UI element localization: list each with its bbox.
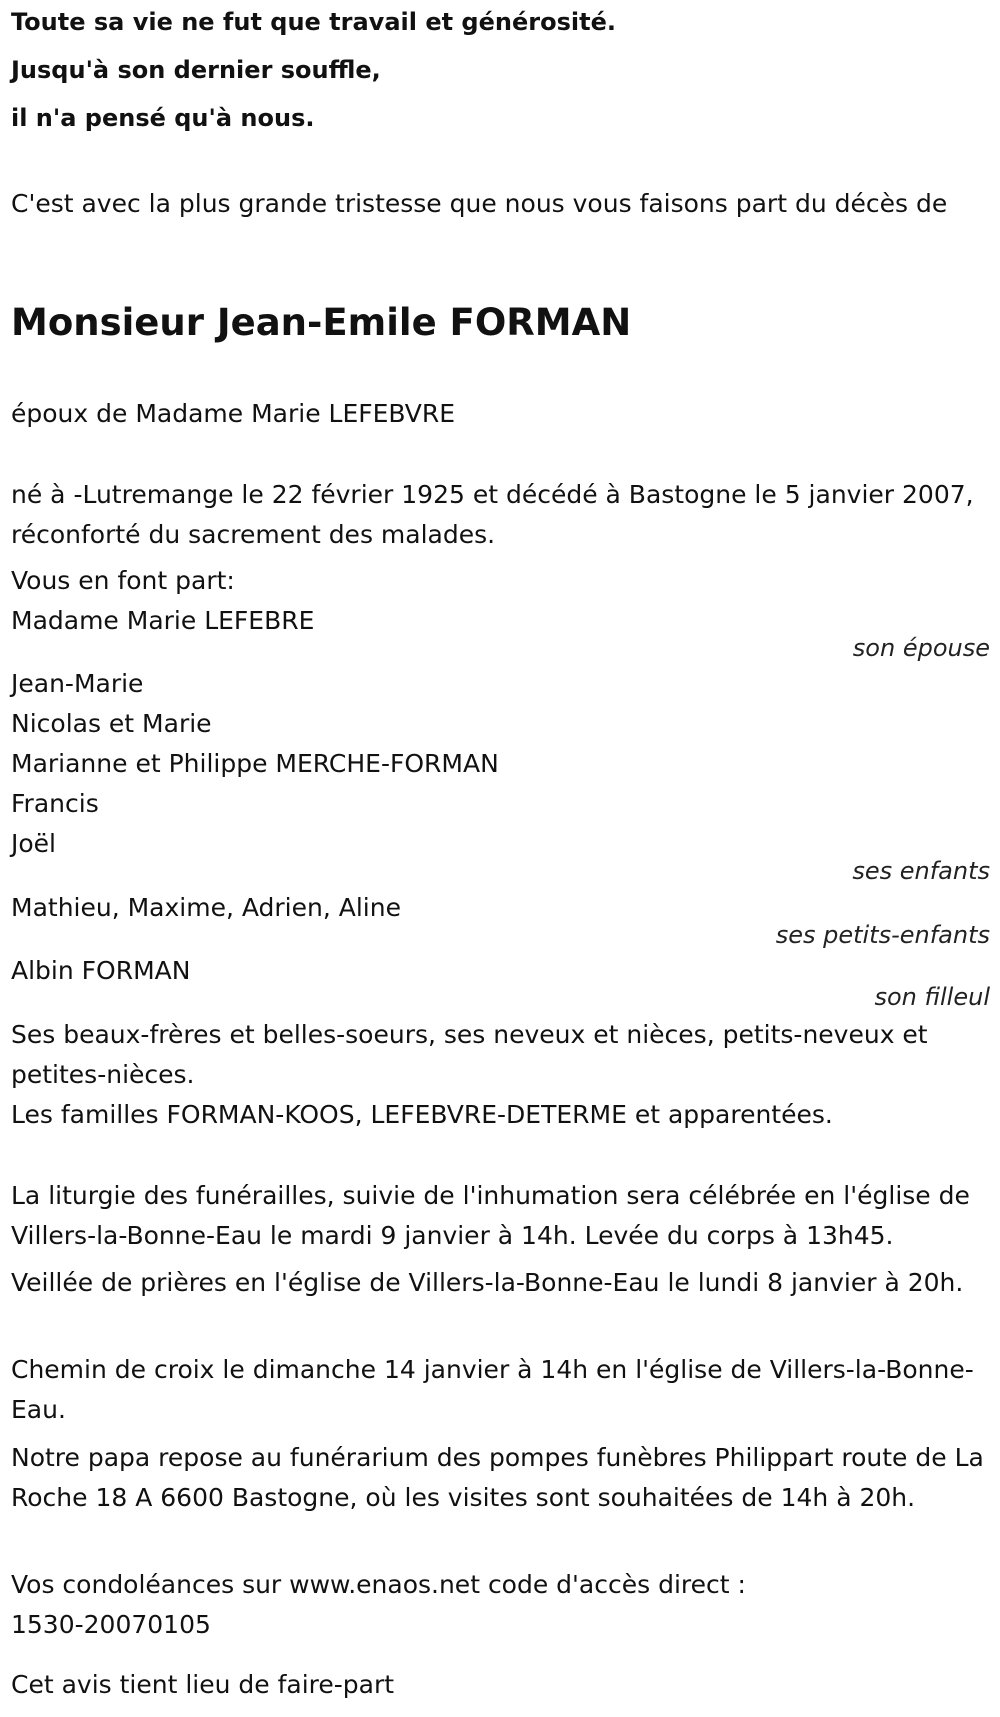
- liturgy-text: La liturgie des funérailles, suivie de l'inhumation sera célébrée en l'église de Villers-la-Bonne-Eau le mardi 9 janvier à 14h. Levée du corps à 13h45.: [11, 1181, 970, 1250]
- godson-name: Albin FORMAN: [11, 956, 191, 985]
- condolences-code: 1530-20070105: [11, 1610, 211, 1639]
- spouse-line: époux de Madame Marie LEFEBVRE: [11, 399, 456, 428]
- closing-text: Cet avis tient lieu de faire-part: [11, 1670, 395, 1699]
- grandchildren-role: ses petits-enfants: [775, 921, 990, 949]
- intro-text: C'est avec la plus grande tristesse que nous vous faisons part du décès de: [11, 189, 948, 218]
- spouse-role: son épouse: [852, 634, 990, 662]
- spouse-name: Madame Marie LEFEBRE: [11, 606, 315, 635]
- condolences-label: Vos condoléances sur www.enaos.net code d'accès direct :: [11, 1570, 746, 1599]
- announce-heading: Vous en font part:: [11, 566, 235, 595]
- child-name: Francis: [11, 789, 99, 818]
- stations-text: Chemin de croix le dimanche 14 janvier à 14h en l'église de Villers-la-Bonne-Eau.: [11, 1355, 974, 1424]
- motto-line-2: Jusqu'à son dernier souffle,: [11, 56, 381, 84]
- child-name: Nicolas et Marie: [11, 709, 212, 738]
- deceased-name: Monsieur Jean-Emile FORMAN: [11, 301, 632, 344]
- child-name: Joël: [11, 829, 56, 858]
- godson-role: son filleul: [874, 983, 990, 1011]
- child-name: Jean-Marie: [11, 669, 144, 698]
- grandchildren-names: Mathieu, Maxime, Adrien, Aline: [11, 893, 401, 922]
- child-name: Marianne et Philippe MERCHE-FORMAN: [11, 749, 499, 778]
- motto-line-1: Toute sa vie ne fut que travail et générosité.: [11, 8, 616, 36]
- motto-line-3: il n'a pensé qu'à nous.: [11, 104, 315, 132]
- visitation-text: Notre papa repose au funérarium des pompes funèbres Philippart route de La Roche 18 A 6600 Bastogne, où les visites sont souhaitées de 14h à 20h.: [11, 1443, 984, 1512]
- in-laws-text: Ses beaux-frères et belles-soeurs, ses neveux et nièces, petits-neveux et petites-nièces.: [11, 1020, 928, 1089]
- birth-death-text: né à -Lutremange le 22 février 1925 et décédé à Bastogne le 5 janvier 2007, réconforté du sacrement des malades.: [11, 480, 974, 549]
- vigil-text: Veillée de prières en l'église de Villers-la-Bonne-Eau le lundi 8 janvier à 20h.: [11, 1268, 964, 1297]
- families-text: Les familles FORMAN-KOOS, LEFEBVRE-DETERME et apparentées.: [11, 1100, 833, 1129]
- children-role: ses enfants: [852, 857, 990, 885]
